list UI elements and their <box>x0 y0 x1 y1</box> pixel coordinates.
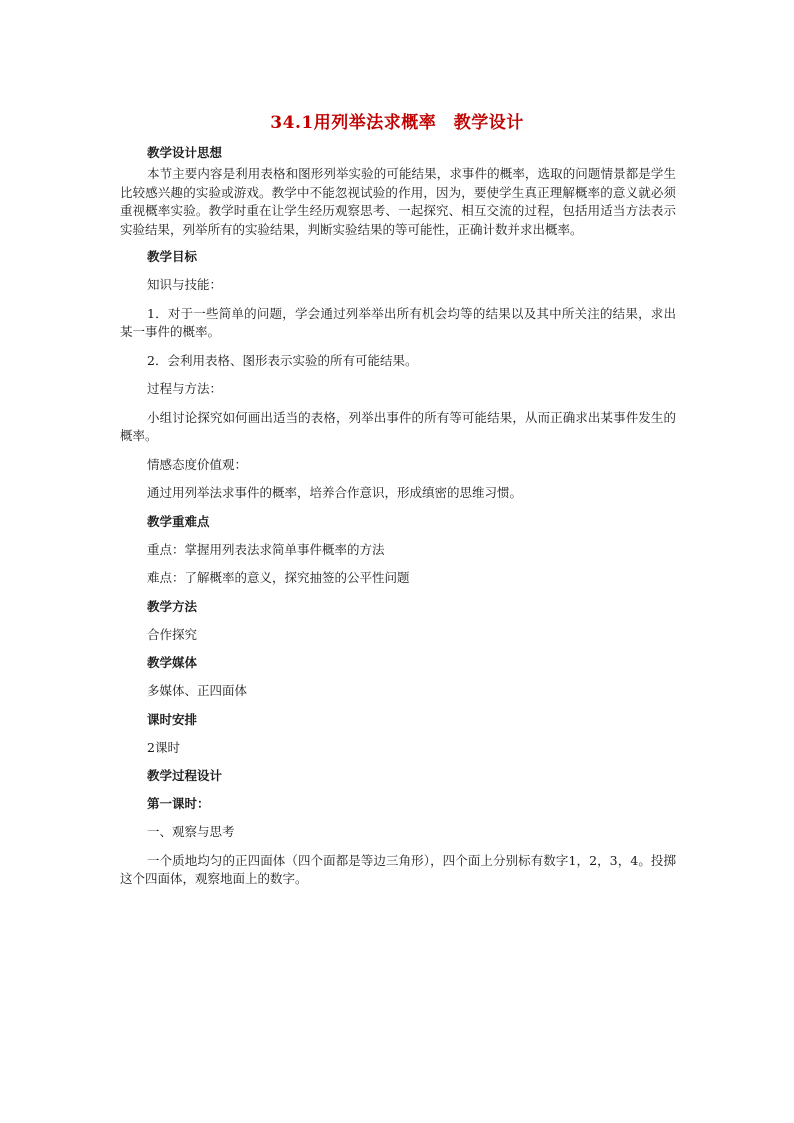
section-heading-key-points: 教学重难点 <box>147 513 210 529</box>
section-heading-process: 教学过程设计 <box>147 768 223 783</box>
part-1-text: 一个质地均匀的正四面体（四个面都是等边三角形），四个面上分别标有数字1，2，3，4。投掷这个四面体，观察地面上的数字。 <box>120 852 676 886</box>
section-heading-media: 教学媒体 <box>147 655 198 670</box>
section-heading-method: 教学方法 <box>147 598 198 614</box>
document-body <box>120 144 676 889</box>
key-point-text: 重点：掌握用列表法求简单事件概率的方法 <box>147 541 385 557</box>
emotion-label: 情感态度价值观： <box>147 456 248 472</box>
emotion-text: 通过用列举法求事件的概率，培养合作意识，形成缜密的思维习惯。 <box>147 485 523 500</box>
goal-item-1: 1．对于一些简单的问题，学会通过列举举出所有机会均等的结果以及其中所关注的结果，求出某一事件的概率。 <box>120 305 676 339</box>
method-text: 合作探究 <box>147 626 198 642</box>
goal-item-2: 2．会利用表格、图形表示实验的所有可能结果。 <box>147 352 418 368</box>
section-heading-schedule: 课时安排 <box>147 711 198 727</box>
knowledge-label: 知识与技能： <box>147 277 223 292</box>
difficulty-text: 难点：了解概率的意义，探究抽签的公平性问题 <box>147 570 410 585</box>
document-title: 34.1用列举法求概率 教学设计 <box>270 113 524 133</box>
process-label: 过程与方法： <box>147 381 223 396</box>
media-text: 多媒体、正四面体 <box>147 683 248 698</box>
schedule-text: 2课时 <box>147 739 180 755</box>
lesson-1-heading: 第一课时： <box>147 796 210 811</box>
section-heading-design-idea: 教学设计思想 <box>147 145 223 160</box>
section-heading-goals: 教学目标 <box>147 249 198 264</box>
process-text: 小组讨论探究如何画出适当的表格，列举出事件的所有等可能结果，从而正确求出某事件发生的概率。 <box>120 409 676 443</box>
design-idea-paragraph: 本节主要内容是利用表格和图形列举实验的可能结果，求事件的概率，选取的问题情景都是学生比较感兴趣的实验或游戏。教学中不能忽视试验的作用，因为，要使学生真正理解概率的意义就必须重视概率实验。教学时重在让学生经历观察思考、一起探究、相互交流的过程，包括用适当方法表示实验结果，列举所有的实验结果，判断实验结果的等可能性，正确计数并求出概率。 <box>120 166 676 237</box>
part-1-heading: 一、观察与思考 <box>147 824 235 839</box>
